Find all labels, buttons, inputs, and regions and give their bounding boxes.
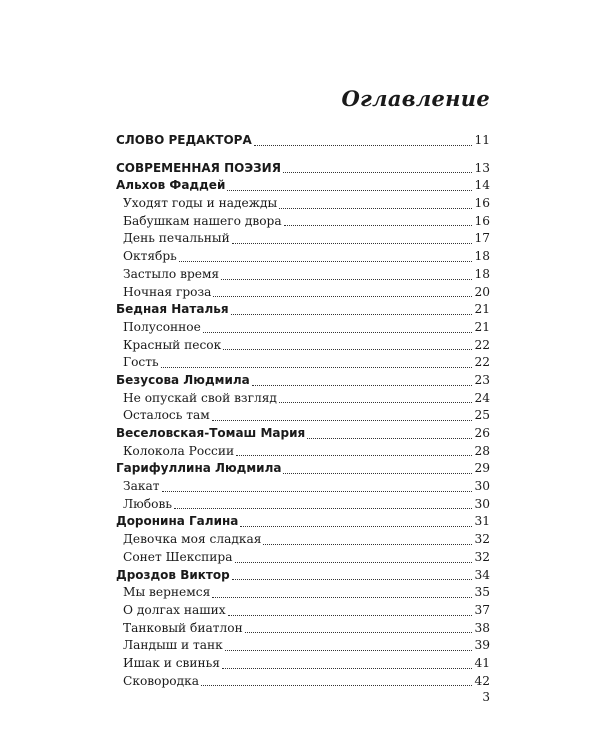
toc-entry-page: 23: [474, 372, 490, 387]
dot-leader: [174, 507, 473, 509]
toc-entry-page: 42: [474, 673, 490, 688]
dot-leader: [179, 260, 473, 262]
dot-leader: [228, 614, 473, 616]
dot-leader: [232, 578, 473, 580]
dot-leader: [236, 454, 472, 456]
toc-entry-label: Полусонное: [123, 319, 201, 334]
dot-leader: [231, 313, 473, 315]
toc-entry-poem[interactable]: [116, 637, 490, 655]
dot-leader: [263, 543, 472, 545]
toc-entry-page: 14: [474, 178, 490, 193]
toc-entry-poem[interactable]: [116, 407, 490, 425]
toc-entry-section[interactable]: [116, 160, 490, 178]
toc-entry-label: Уходят годы и надежды: [123, 196, 278, 211]
toc-entry-page: 18: [474, 266, 490, 281]
toc-entry-poem[interactable]: [116, 673, 490, 691]
toc-entry-label: Ландыш и танк: [123, 638, 223, 653]
toc-entry-author[interactable]: [116, 301, 490, 319]
toc-entry-label: Мы вернемся: [123, 585, 211, 600]
toc-entry-page: 34: [474, 567, 490, 582]
toc-entry-author[interactable]: [116, 460, 490, 478]
toc-entry-page: 29: [474, 461, 490, 476]
toc-entry-author[interactable]: [116, 177, 490, 195]
dot-leader: [307, 437, 472, 439]
toc-entry-page: 17: [474, 231, 490, 246]
toc-entry-page: 22: [474, 355, 490, 370]
toc-entry-page: 11: [474, 133, 490, 147]
toc-entry-label: Сковородка: [123, 673, 200, 688]
toc-entry-poem[interactable]: [116, 602, 490, 620]
toc-entry-label: Доронина Галина: [116, 514, 239, 529]
toc-entry-label: Сонет Шекспира: [123, 549, 233, 564]
toc-entry-poem[interactable]: [116, 230, 490, 248]
toc-entry-page: 24: [474, 390, 490, 405]
dot-leader: [252, 384, 473, 386]
toc-entry-poem[interactable]: [116, 390, 490, 408]
toc-entry-page: 30: [474, 496, 490, 511]
toc-entry-label: Гарифуллина Людмила: [116, 461, 282, 476]
toc-entry-page: 16: [474, 196, 490, 211]
toc-entry-poem[interactable]: [116, 478, 490, 496]
toc-entry-label: Любовь: [123, 496, 172, 511]
toc-entry-poem[interactable]: [116, 655, 490, 673]
dot-leader: [221, 278, 472, 280]
dot-leader: [254, 144, 473, 146]
dot-leader: [245, 631, 473, 633]
page-number: 3: [482, 690, 490, 704]
toc-entry-label: Дроздов Виктор: [116, 567, 230, 582]
toc-entry-page: 21: [474, 319, 490, 334]
dot-leader: [223, 348, 472, 350]
dot-leader: [222, 667, 473, 669]
toc-entry-page: 30: [474, 479, 490, 494]
dot-leader: [161, 366, 473, 368]
toc-entry-page: 32: [474, 532, 490, 547]
toc-entry-label: Не опускай свой взгляд: [123, 390, 277, 405]
toc-entry-poem[interactable]: [116, 213, 490, 231]
toc-entry-label: Бедная Наталья: [116, 302, 229, 317]
table-of-contents: [116, 132, 490, 690]
toc-entry-page: 37: [474, 602, 490, 617]
toc-entry-poem[interactable]: [116, 337, 490, 355]
dot-leader: [232, 242, 473, 244]
toc-entry-page: 39: [474, 638, 490, 653]
toc-entry-label: Танковый биатлон: [123, 620, 243, 635]
toc-entry-poem[interactable]: [116, 620, 490, 638]
page-title: Оглавление: [341, 86, 490, 111]
toc-entry-label: Красный песок: [123, 337, 222, 352]
toc-entry-label: СОВРЕМЕННАЯ ПОЭЗИЯ: [116, 160, 281, 175]
toc-entry-poem[interactable]: [116, 284, 490, 302]
toc-entry-label: СЛОВО РЕДАКТОРА: [116, 133, 252, 147]
dot-leader: [213, 295, 472, 297]
toc-entry-label: Октябрь: [123, 249, 177, 264]
dot-leader: [235, 561, 473, 563]
toc-entry-section[interactable]: [116, 132, 490, 150]
toc-entry-author[interactable]: [116, 513, 490, 531]
toc-entry-page: 21: [474, 302, 490, 317]
dot-leader: [225, 649, 473, 651]
toc-entry-label: Девочка моя сладкая: [123, 532, 262, 547]
toc-entry-label: Осталось там: [123, 408, 210, 423]
toc-entry-page: 35: [474, 585, 490, 600]
dot-leader: [227, 189, 472, 191]
dot-leader: [283, 472, 472, 474]
dot-leader: [283, 171, 473, 173]
toc-entry-label: Закат: [123, 479, 160, 494]
dot-leader: [162, 490, 473, 492]
toc-entry-label: Альхов Фаддей: [116, 178, 226, 193]
toc-entry-author[interactable]: [116, 567, 490, 585]
dot-leader: [240, 525, 472, 527]
toc-entry-label: О долгах наших: [123, 602, 226, 617]
toc-entry-poem[interactable]: [116, 248, 490, 266]
toc-entry-page: 18: [474, 249, 490, 264]
toc-entry-page: 26: [474, 426, 490, 440]
toc-entry-poem[interactable]: [116, 266, 490, 284]
toc-entry-poem[interactable]: [116, 584, 490, 602]
toc-entry-author[interactable]: [116, 425, 490, 443]
toc-entry-label: Колокола России: [123, 443, 235, 458]
toc-entry-poem[interactable]: [116, 195, 490, 213]
toc-entry-page: 22: [474, 337, 490, 352]
dot-leader: [284, 224, 473, 226]
toc-entry-poem[interactable]: [116, 496, 490, 514]
toc-entry-page: 32: [474, 549, 490, 564]
toc-entry-page: 16: [474, 213, 490, 228]
toc-entry-page: 20: [474, 284, 490, 299]
dot-leader: [212, 596, 472, 598]
toc-entry-label: Ишак и свинья: [123, 655, 220, 670]
toc-entry-poem[interactable]: [116, 319, 490, 337]
toc-entry-label: Застыло время: [123, 266, 220, 281]
toc-entry-poem[interactable]: [116, 549, 490, 567]
dot-leader: [203, 331, 473, 333]
toc-entry-label: Гость: [123, 355, 159, 370]
toc-entry-poem[interactable]: [116, 443, 490, 461]
toc-entry-label: День печальный: [123, 231, 230, 246]
toc-entry-page: 41: [474, 655, 490, 670]
toc-entry-page: 25: [474, 408, 490, 423]
toc-entry-page: 13: [474, 160, 490, 175]
dot-leader: [279, 401, 473, 403]
toc-entry-poem[interactable]: [116, 531, 490, 549]
toc-entry-author[interactable]: [116, 372, 490, 390]
toc-entry-label: Ночная гроза: [123, 284, 212, 299]
toc-entry-page: 38: [474, 620, 490, 635]
toc-entry-label: Безусова Людмила: [116, 372, 250, 387]
dot-leader: [212, 419, 473, 421]
toc-entry-page: 28: [474, 443, 490, 458]
toc-entry-page: 31: [474, 514, 490, 529]
toc-entry-poem[interactable]: [116, 354, 490, 372]
dot-leader: [201, 684, 472, 686]
toc-entry-label: Бабушкам нашего двора: [123, 213, 282, 228]
toc-entry-label: Веселовская-Томаш Мария: [116, 426, 306, 440]
dot-leader: [279, 207, 472, 209]
